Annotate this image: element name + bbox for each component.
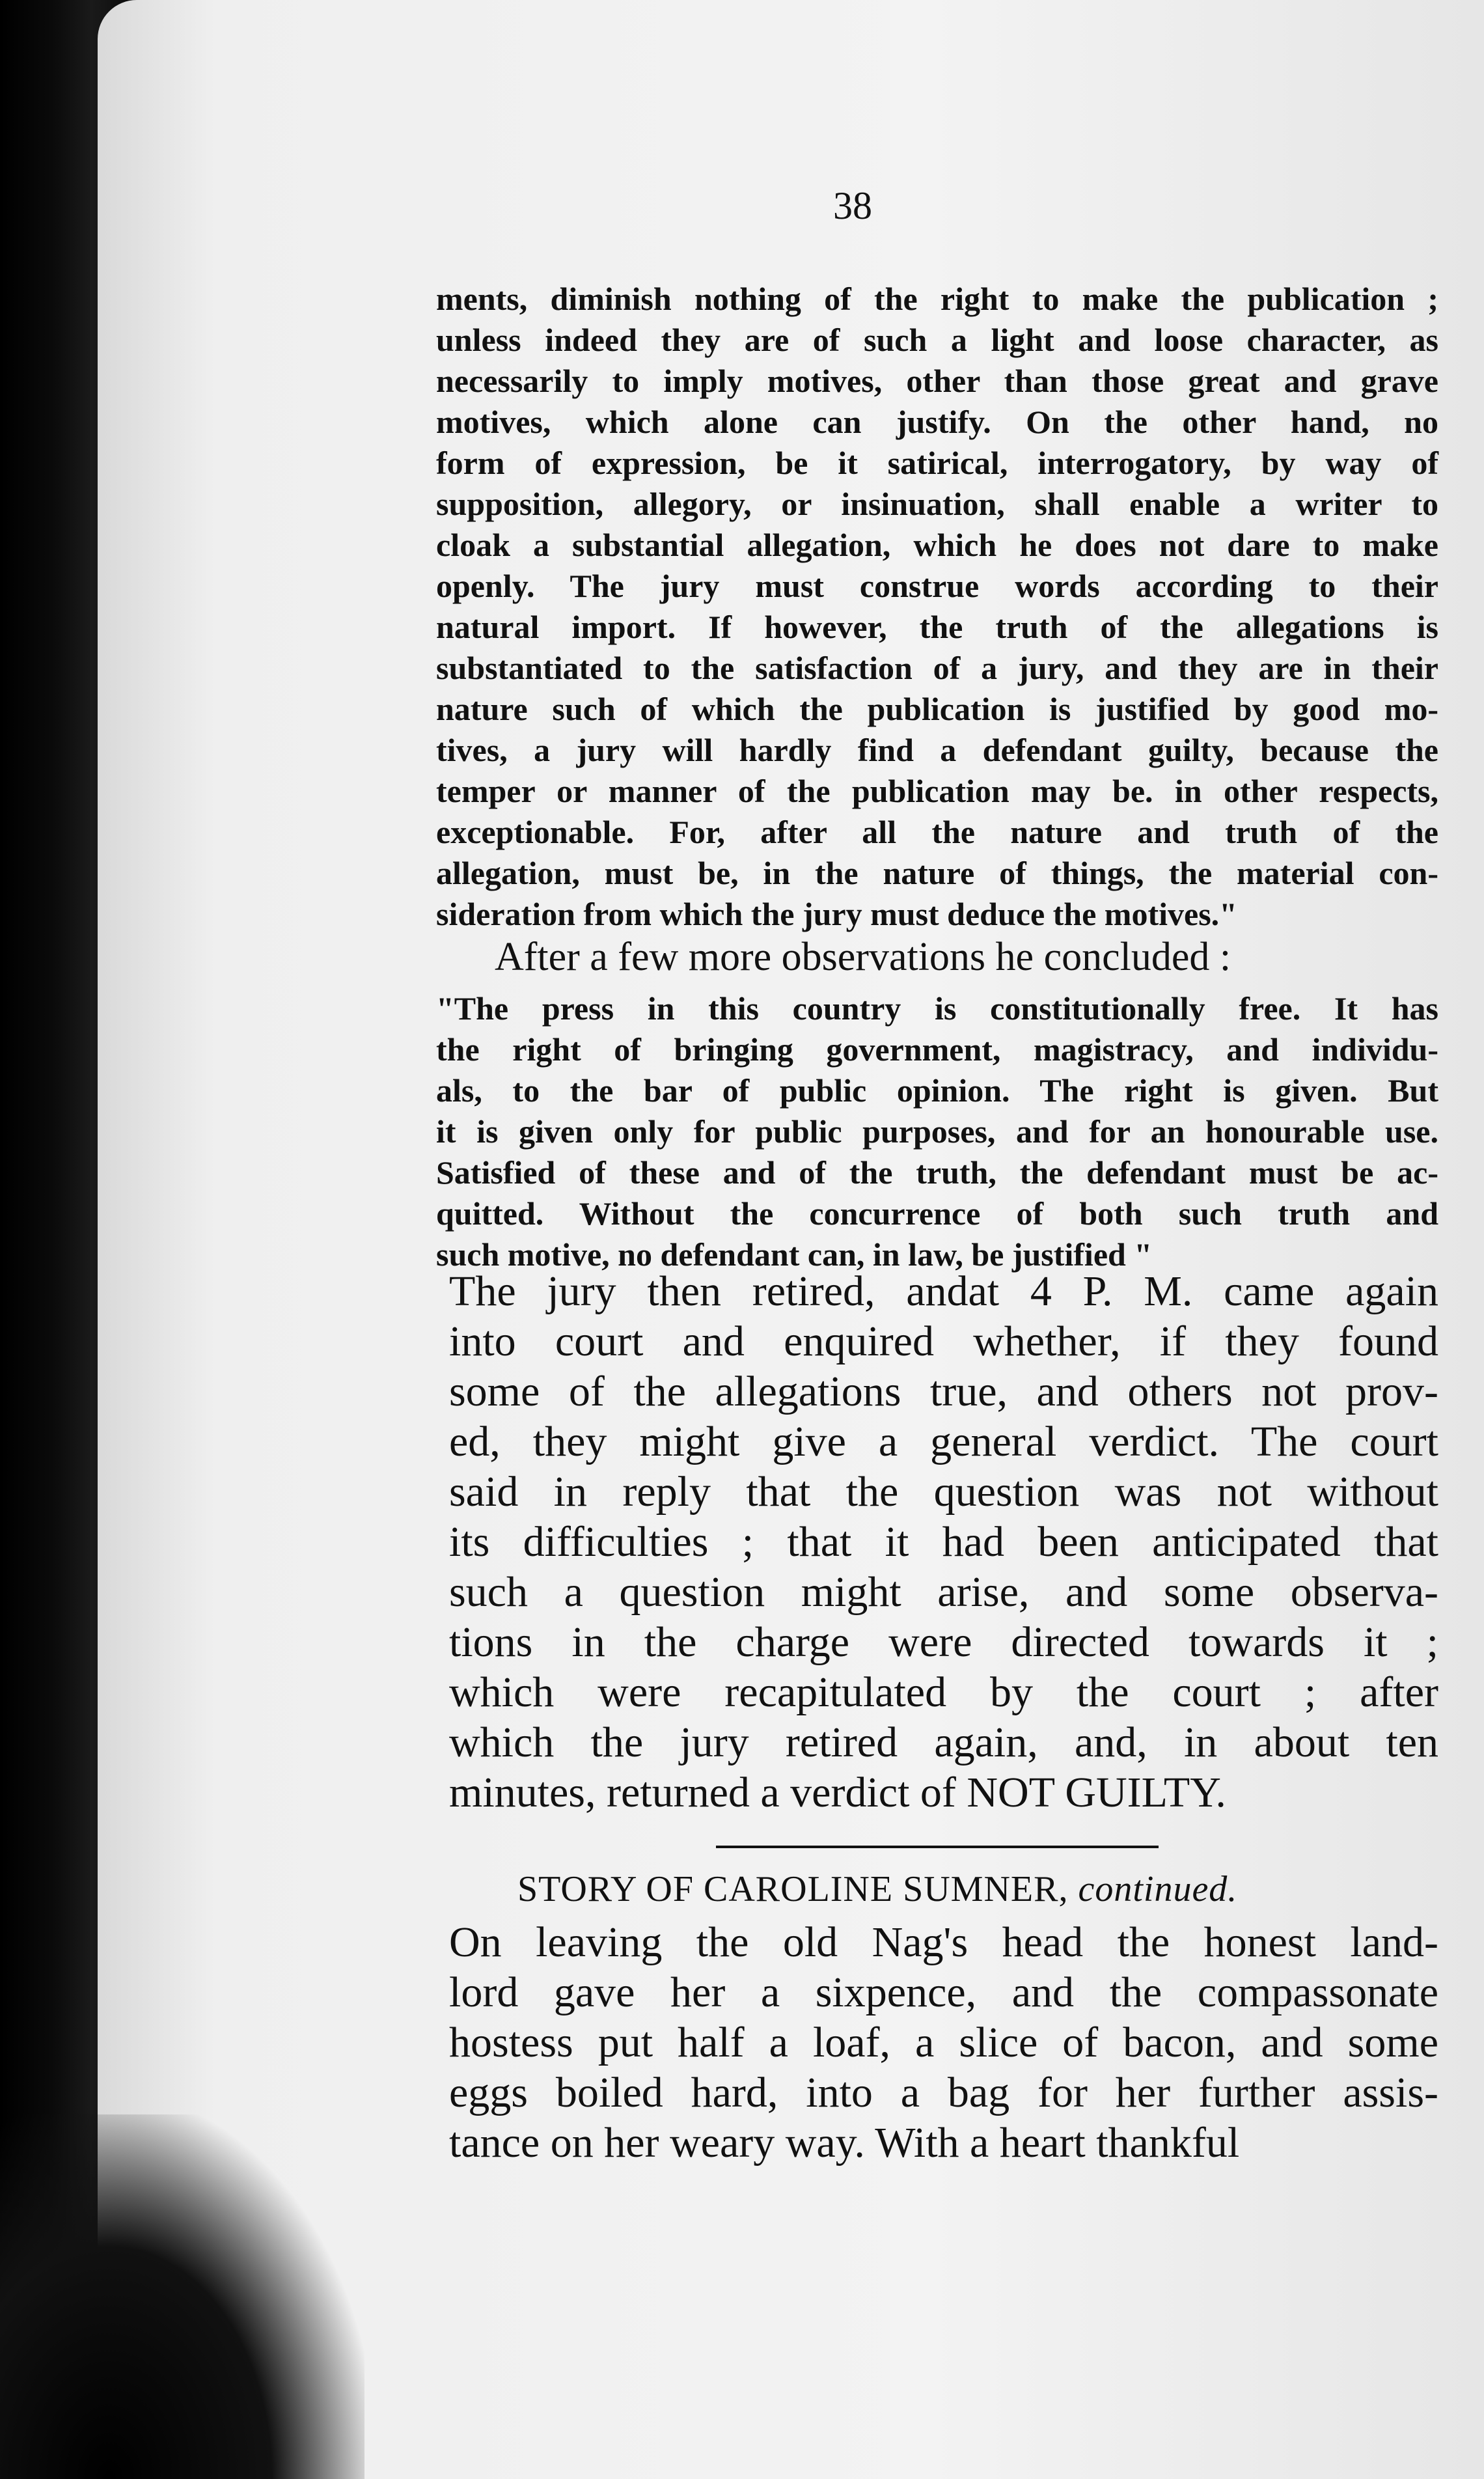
text-line: its difficulties ; that it had been anticipated that [449, 1518, 1438, 1566]
text-line: supposition, allegory, or insinuation, shall enable a writer to [436, 486, 1438, 522]
text-line: form of expression, be it satirical, interrogatory, by way of [436, 445, 1438, 481]
text-line: motives, which alone can justify. On the other hand, no [436, 404, 1438, 440]
paragraph-caroline-story [449, 1917, 1438, 2168]
page-shadow [0, 2114, 364, 2479]
text-line: minutes, returned a verdict of NOT GUILTY. [449, 1769, 1226, 1816]
text-line: said in reply that the question was not without [449, 1468, 1438, 1516]
paragraph-jury-verdict [449, 1266, 1438, 1818]
text-line: it is given only for public purposes, and for an honourable use. [436, 1113, 1438, 1150]
text-line: into court and enquired whether, if they found [449, 1318, 1438, 1365]
text-line: sideration from which the jury must deduce the motives." [436, 896, 1237, 932]
text-line: "The press in this country is constitutionally free. It has [436, 990, 1438, 1027]
text-line: als, to the bar of public opinion. The right is given. But [436, 1072, 1438, 1109]
text-line: lord gave her a sixpence, and the compassonate [449, 1969, 1438, 2016]
text-line: natural import. If however, the truth of the allegations is [436, 609, 1438, 645]
text-line: eggs boiled hard, into a bag for her further assis- [449, 2069, 1438, 2116]
text-line: The jury then retired, andat 4 P. M. came again [449, 1267, 1438, 1315]
text-line: such motive, no defendant can, in law, be justified " [436, 1236, 1153, 1273]
paragraph-press-quote [436, 988, 1438, 1275]
text-line: which were recapitulated by the court ; after [449, 1669, 1438, 1716]
text-line: openly. The jury must construe words according to their [436, 568, 1438, 604]
text-line: allegation, must be, in the nature of things, the material con- [436, 855, 1438, 891]
text-line: tance on her weary way. With a heart thankful [449, 2119, 1240, 2167]
text-line: necessarily to imply motives, other than those great and grave [436, 363, 1438, 399]
text-line: unless indeed they are of such a light and loose character, as [436, 322, 1438, 358]
text-line: ments, diminish nothing of the right to make the publication ; [436, 281, 1438, 317]
text-line: hostess put half a loaf, a slice of bacon, and some [449, 2019, 1438, 2066]
text-line: cloak a substantial allegation, which he does not dare to make [436, 527, 1438, 563]
story-title-continued: continued. [1078, 1869, 1238, 1909]
story-title-main: STORY OF CAROLINE SUMNER, [517, 1869, 1069, 1909]
text-line: tives, a jury will hardly find a defendant guilty, because the [436, 732, 1438, 768]
section-divider [716, 1846, 1159, 1848]
text-line: temper or manner of the publication may be. in other respects, [436, 773, 1438, 809]
text-line: quitted. Without the concurrence of both such truth and [436, 1195, 1438, 1232]
text-line: such a question might arise, and some observa- [449, 1568, 1438, 1616]
text-line: the right of bringing government, magistracy, and individu- [436, 1031, 1438, 1068]
paragraph-court-opinion [436, 279, 1438, 935]
text-line: some of the allegations true, and others not prov- [449, 1368, 1438, 1415]
text-line: substantiated to the satisfaction of a jury, and they are in their [436, 650, 1438, 686]
page-number: 38 [833, 184, 872, 227]
text-line: nature such of which the publication is justified by good mo- [436, 691, 1438, 727]
text-line: ed, they might give a general verdict. The court [449, 1418, 1438, 1465]
text-line: On leaving the old Nag's head the honest land- [449, 1918, 1438, 1966]
text-line: tions in the charge were directed towards it ; [449, 1618, 1438, 1666]
after-observations-line: After a few more observations he concluded : [495, 935, 1231, 979]
text-line: exceptionable. For, after all the nature and truth of the [436, 814, 1438, 850]
text-line: Satisfied of these and of the truth, the defendant must be ac- [436, 1154, 1438, 1191]
story-title [517, 1868, 1237, 1910]
text-line: which the jury retired again, and, in about ten [449, 1719, 1438, 1766]
